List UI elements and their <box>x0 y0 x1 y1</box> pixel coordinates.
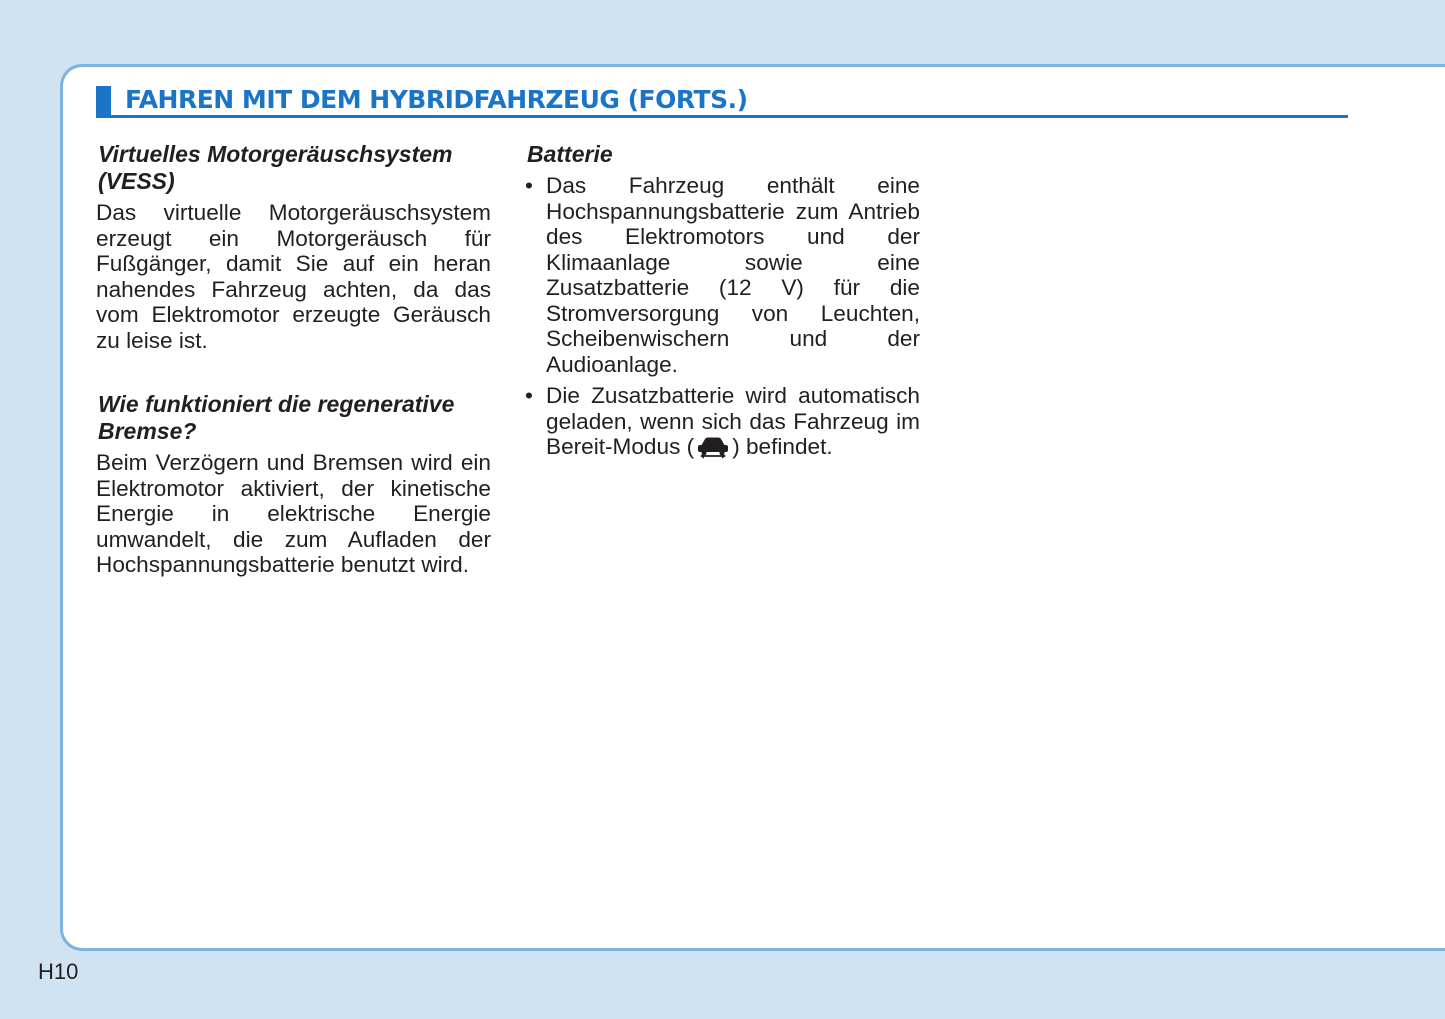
battery-bullet-text: Die Zusatzbatterie wird automatisch geladen, wenn sich das Fahrzeug im Bereit-Modus <box>546 383 920 459</box>
paren-close: ) befindet. <box>732 434 833 459</box>
regen-heading: Wie funktioniert die regenerative Bremse? <box>98 391 455 444</box>
regen-body: Beim Verzögern und Bremsen wird ein Elektromotor aktiviert, der kinetische Energie in elektrische Energie umwandelt, die zum Aufladen der Hochspannungsbatterie benutzt wird. <box>96 450 491 577</box>
section-spacer <box>96 353 491 391</box>
paren-open: ( <box>686 434 695 459</box>
header-accent-bar <box>96 86 111 116</box>
list-item <box>525 173 920 377</box>
battery-bullet-list <box>525 173 920 460</box>
vess-heading: Virtuelles Motorgeräuschsystem (VESS) <box>98 141 453 194</box>
bullet-marker: • <box>525 383 533 408</box>
left-column <box>96 141 491 578</box>
list-item <box>525 383 920 460</box>
middle-column <box>525 141 920 466</box>
header-divider <box>96 115 1348 118</box>
battery-bullet-text: Das Fahrzeug enthält eine Hochspannungsbatterie zum Antrieb des Elektromotors und der Klimaanlage sowie eine Zusatzbatterie (12 V) für die Stromversorgung von Leuchten, Scheibenwischern und der Audioanlage. <box>546 173 920 377</box>
bullet-marker: • <box>525 173 533 198</box>
ready-mode-car-icon <box>694 435 732 459</box>
battery-heading: Batterie <box>527 141 613 167</box>
vess-body: Das virtuelle Motorgeräuschsystem erzeugt ein Motorgeräusch für Fußgänger, damit Sie auf ein heran nahendes Fahrzeug achten, da das vom Elektromotor erzeugte Geräusch zu leise ist. <box>96 200 491 353</box>
page-title: FAHREN MIT DEM HYBRIDFAHRZEUG (FORTS.) <box>125 85 748 114</box>
page-number: H10 <box>38 959 79 984</box>
